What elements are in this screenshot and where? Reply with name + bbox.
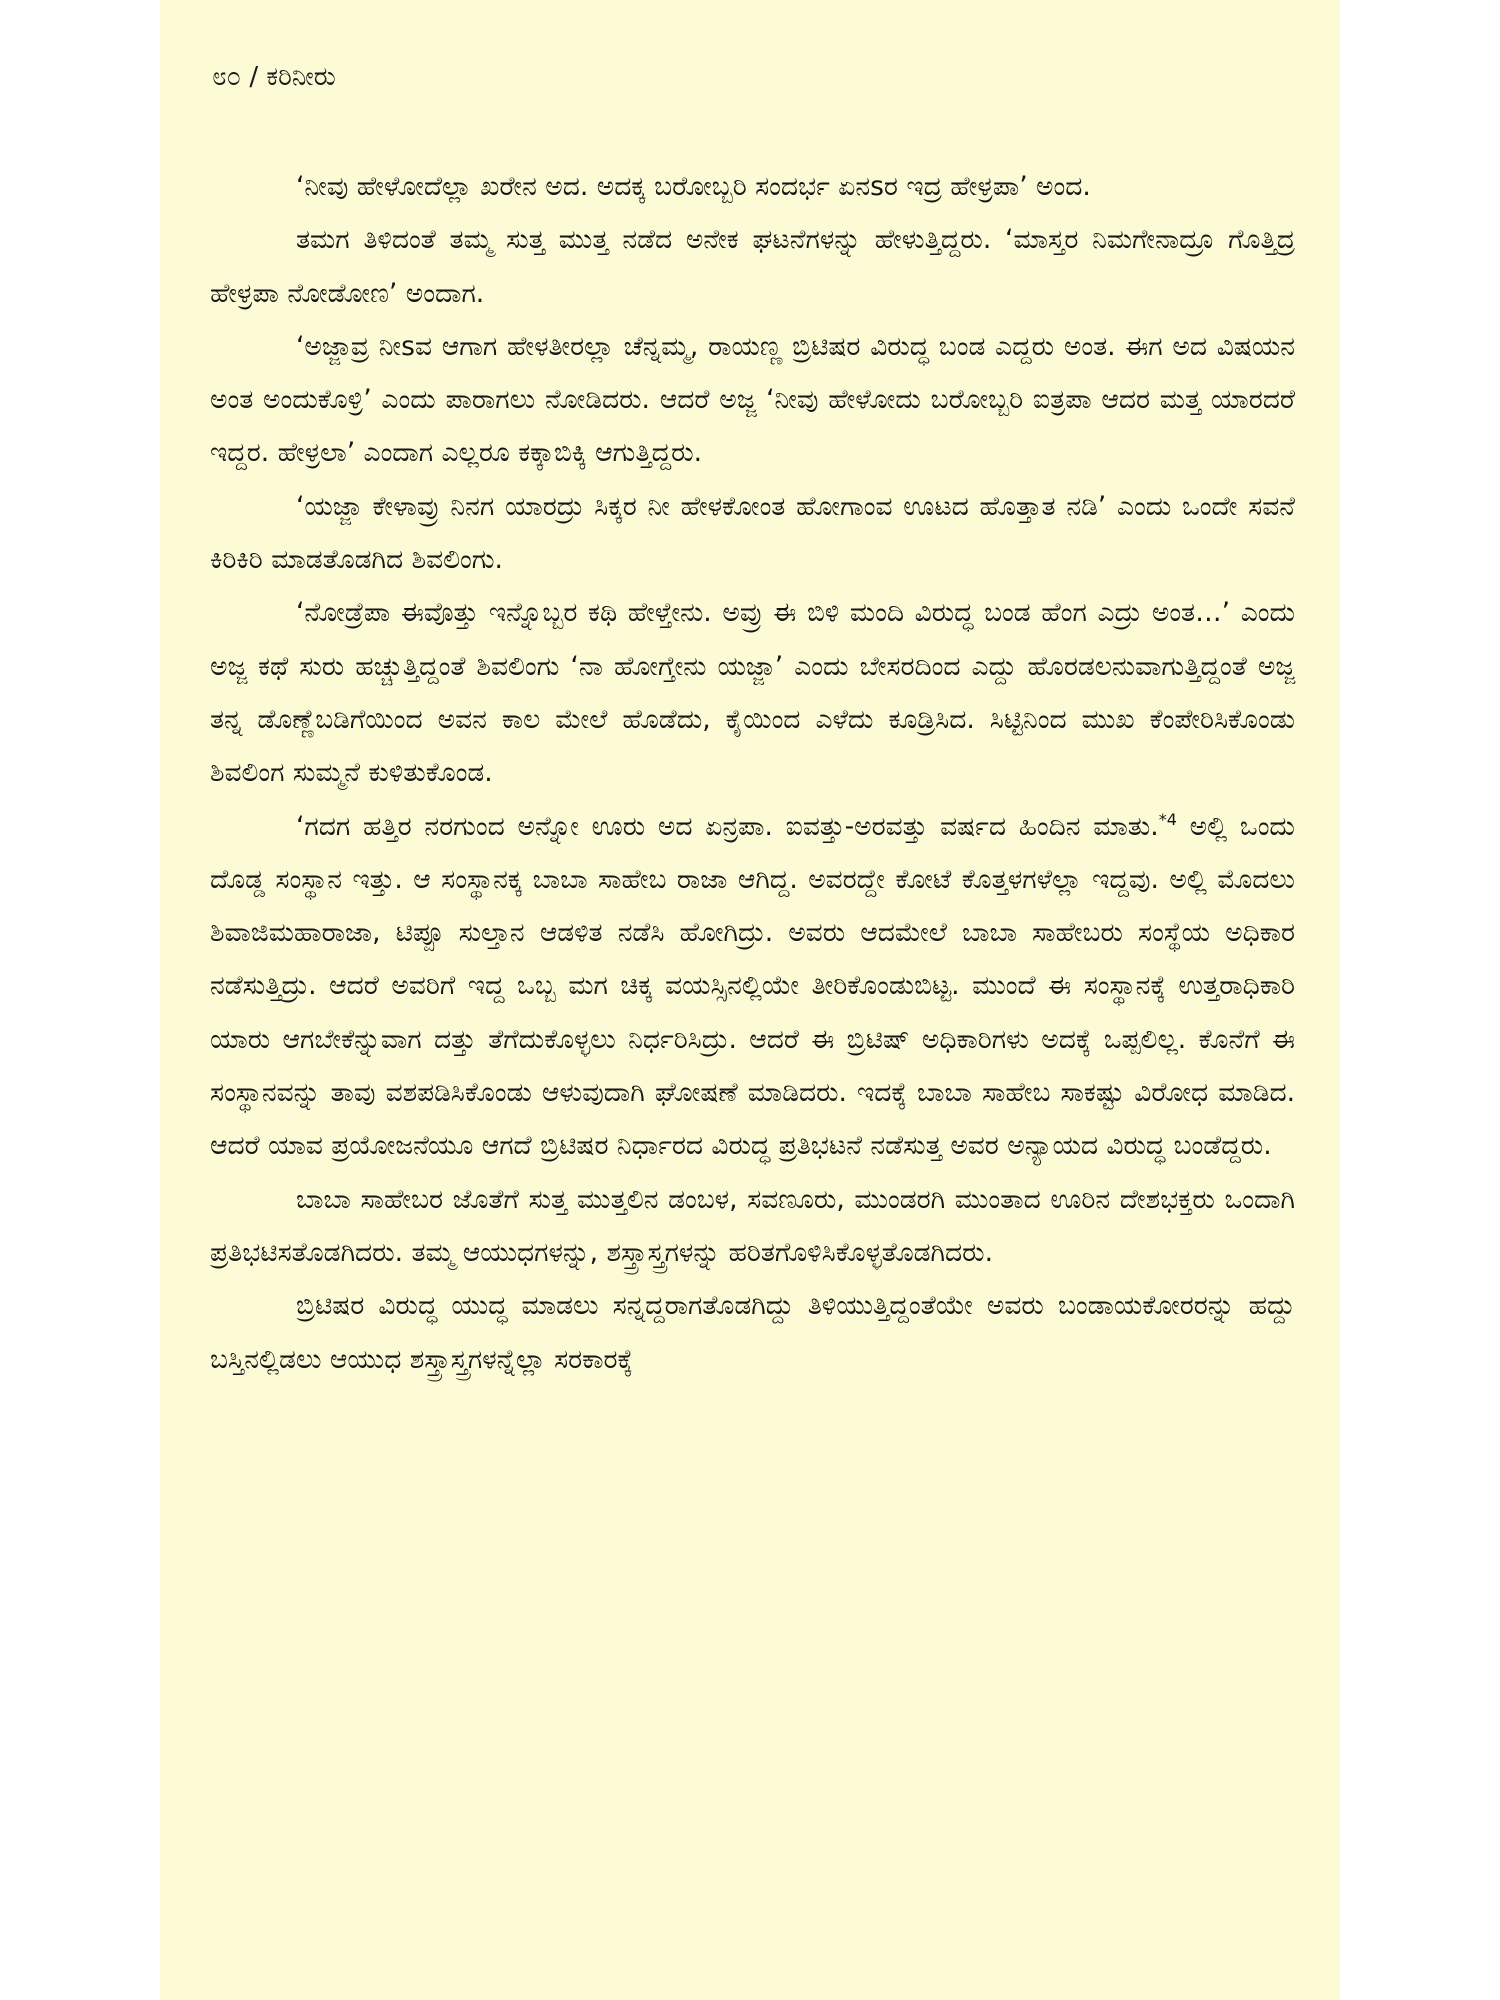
paragraph-4: ‘ಯಜ್ಜಾ ಕೇಳಾವ್ರು ನಿನಗ ಯಾರದ್ರು ಸಿಕ್ಕರ ನೀ ಹೇಳಕೋಂತ ಹೋಗಾಂವ ಊಟದ ಹೊತ್ತಾತ ನಡಿ’ ಎಂದು ಒಂದೇ ಸವನೆ ಕಿರಿಕಿರಿ ಮಾಡತೊಡಗಿದ ಶಿವಲಿಂಗು. <box>210 490 1295 576</box>
paragraph-3: ‘ಅಜ್ಜಾವ್ರ ನೀsವ ಆಗಾಗ ಹೇಳತೀರಲ್ಲಾ ಚೆನ್ನಮ್ಮ, ರಾಯಣ್ಣ ಬ್ರಿಟಿಷರ ವಿರುದ್ಧ ಬಂಡ ಎದ್ದರು ಅಂತ. ಈಗ ಅದ ವಿಷಯನ ಅಂತ ಅಂದುಕೊಳ್ರಿ’ ಎಂದು ಪಾರಾಗಲು ನೋಡಿದರು. ಆದರೆ ಅಜ್ಜ ‘ನೀವು ಹೇಳೋದು ಬರೋಬ್ಬರಿ ಐತ್ರಪಾ ಆದರ ಮತ್ತ ಯಾರದರೆ ಇದ್ದರ. ಹೇಳ್ರಲಾ’ ಎಂದಾಗ ಎಲ್ಲರೂ ಕಕ್ಕಾಬಿಕ್ಕಿ ಆಗುತ್ತಿದ್ದರು. <box>210 330 1295 469</box>
running-header <box>212 62 336 93</box>
page-number: ೮೦ <box>212 62 242 92</box>
paragraph-6 <box>210 800 1295 1173</box>
footnote-marker: *4 <box>1158 809 1177 829</box>
paragraph-6-text-after: ಅಲ್ಲಿ ಒಂದು ದೊಡ್ಡ ಸಂಸ್ಥಾನ ಇತ್ತು. ಆ ಸಂಸ್ಥಾನಕ್ಕ ಬಾಬಾ ಸಾಹೇಬ ರಾಜಾ ಆಗಿದ್ದ. ಅವರದ್ದೇ ಕೋಟೆ ಕೊತ್ತಳಗಳೆಲ್ಲಾ ಇದ್ದವು. ಅಲ್ಲಿ ಮೊದಲು ಶಿವಾಜಿಮಹಾರಾಜಾ, ಟಿಪ್ಪೂ ಸುಲ್ತಾನ ಆಡಳಿತ ನಡೆಸಿ ಹೋಗಿದ್ರು. ಅವರು ಆದಮೇಲೆ ಬಾಬಾ ಸಾಹೇಬರು ಸಂಸ್ಥೆಯ ಅಧಿಕಾರ ನಡೆಸುತ್ತಿದ್ರು. ಆದರೆ ಅವರಿಗೆ ಇದ್ದ ಒಬ್ಬ ಮಗ ಚಿಕ್ಕ ವಯಸ್ಸಿನಲ್ಲಿಯೇ ತೀರಿಕೊಂಡುಬಿಟ್ಟ. ಮುಂದೆ ಈ ಸಂಸ್ಥಾನಕ್ಕೆ ಉತ್ತರಾಧಿಕಾರಿ ಯಾರು ಆಗಬೇಕೆನ್ನುವಾಗ ದತ್ತು ತೆಗೆದುಕೊಳ್ಳಲು ನಿರ್ಧರಿಸಿದ್ರು. ಆದರೆ ಈ ಬ್ರಿಟಿಷ್ ಅಧಿಕಾರಿಗಳು ಅದಕ್ಕೆ ಒಪ್ಪಲಿಲ್ಲ. ಕೊನೆಗೆ ಈ ಸಂಸ್ಥಾನವನ್ನು ತಾವು ವಶಪಡಿಸಿಕೊಂಡು ಆಳುವುದಾಗಿ ಘೋಷಣೆ ಮಾಡಿದರು. ಇದಕ್ಕೆ ಬಾಬಾ ಸಾಹೇಬ ಸಾಕಷ್ಟು ವಿರೋಧ ಮಾಡಿದ. ಆದರೆ ಯಾವ ಪ್ರಯೋಜನೆಯೂ ಆಗದೆ ಬ್ರಿಟಿಷರ ನಿರ್ಧಾರದ ವಿರುದ್ಧ ಪ್ರತಿಭಟನೆ ನಡೆಸುತ್ತ ಅವರ ಅನ್ಯಾಯದ ವಿರುದ್ಧ ಬಂಡೆದ್ದರು. <box>210 810 1295 1162</box>
paragraph-1: ‘ನೀವು ಹೇಳೋದೆಲ್ಲಾ ಖರೇನ ಅದ. ಅದಕ್ಕ ಬರೋಬ್ಬರಿ ಸಂದರ್ಭ ಏನsರ ಇದ್ರ ಹೇಳ್ರಪಾ’ ಅಂದ. <box>296 171 1091 202</box>
paragraph-6-text-before: ‘ಗದಗ ಹತ್ತಿರ ನರಗುಂದ ಅನ್ನೋ ಊರು ಅದ ಏನ್ರಪಾ. ಐವತ್ತು-ಅರವತ್ತು ವರ್ಷದ ಹಿಂದಿನ ಮಾತು. <box>296 810 1159 842</box>
header-separator: / <box>249 62 259 92</box>
book-page <box>160 0 1340 2000</box>
paragraph-8: ಬ್ರಿಟಿಷರ ವಿರುದ್ಧ ಯುದ್ಧ ಮಾಡಲು ಸನ್ನದ್ದರಾಗತೊಡಗಿದ್ದು ತಿಳಿಯುತ್ತಿದ್ದಂತೆಯೇ ಅವರು ಬಂಡಾಯಕೋರರನ್ನು ಹದ್ದು ಬಸ್ತಿನಲ್ಲಿಡಲು ಆಯುಧ ಶಸ್ತ್ರಾಸ್ತ್ರಗಳನ್ನೆಲ್ಲಾ ಸರಕಾರಕ್ಕೆ <box>210 1290 1295 1375</box>
paragraph-5: ‘ನೋಡ್ರೆಪಾ ಈವೊತ್ತು ಇನ್ನೊಬ್ಬರ ಕಥಿ ಹೇಳ್ತೇನು. ಅವ್ರು ಈ ಬಿಳಿ ಮಂದಿ ವಿರುದ್ಧ ಬಂಡ ಹೆಂಗ ಎದ್ರು ಅಂತ…’ ಎಂದು ಅಜ್ಜ ಕಥೆ ಸುರು ಹಚ್ಚುತ್ತಿದ್ದಂತೆ ಶಿವಲಿಂಗು ‘ನಾ ಹೋಗ್ತೇನು ಯಜ್ಜಾ’ ಎಂದು ಬೇಸರದಿಂದ ಎದ್ದು ಹೊರಡಲನುವಾಗುತ್ತಿದ್ದಂತೆ ಅಜ್ಜ ತನ್ನ ಡೊಣ್ಣೆಬಡಿಗೆಯಿಂದ ಅವನ ಕಾಲ ಮೇಲೆ ಹೊಡೆದು, ಕೈಯಿಂದ ಎಳೆದು ಕೂಡ್ರಿಸಿದ. ಸಿಟ್ಟಿನಿಂದ ಮುಖ ಕೆಂಪೇರಿಸಿಕೊಂಡು ಶಿವಲಿಂಗ ಸುಮ್ಮನೆ ಕುಳಿತುಕೊಂಡ. <box>210 597 1295 789</box>
paragraph-7: ಬಾಬಾ ಸಾಹೇಬರ ಜೊತೆಗೆ ಸುತ್ತ ಮುತ್ತಲಿನ ಡಂಬಳ, ಸವಣೂರು, ಮುಂಡರಗಿ ಮುಂತಾದ ಊರಿನ ದೇಶಭಕ್ತರು ಒಂದಾಗಿ ಪ್ರತಿಭಟಿಸತೊಡಗಿದರು. ತಮ್ಮ ಆಯುಧಗಳನ್ನು, ಶಸ್ತ್ರಾಸ್ತ್ರಗಳನ್ನು ಹರಿತಗೊಳಿಸಿಕೊಳ್ಳತೊಡಗಿದರು. <box>210 1183 1295 1268</box>
paragraph-2: ತಮಗ ತಿಳಿದಂತೆ ತಮ್ಮ ಸುತ್ತ ಮುತ್ತ ನಡೆದ ಅನೇಕ ಘಟನೆಗಳನ್ನು ಹೇಳುತ್ತಿದ್ದರು. ‘ಮಾಸ್ತರ ನಿಮಗೇನಾದ್ರೂ ಗೊತ್ತಿದ್ರ ಹೇಳ್ರಪಾ ನೋಡೋಣ’ ಅಂದಾಗ. <box>210 224 1295 309</box>
body-text <box>210 160 1295 1386</box>
book-title: ಕರಿನೀರು <box>266 62 336 92</box>
